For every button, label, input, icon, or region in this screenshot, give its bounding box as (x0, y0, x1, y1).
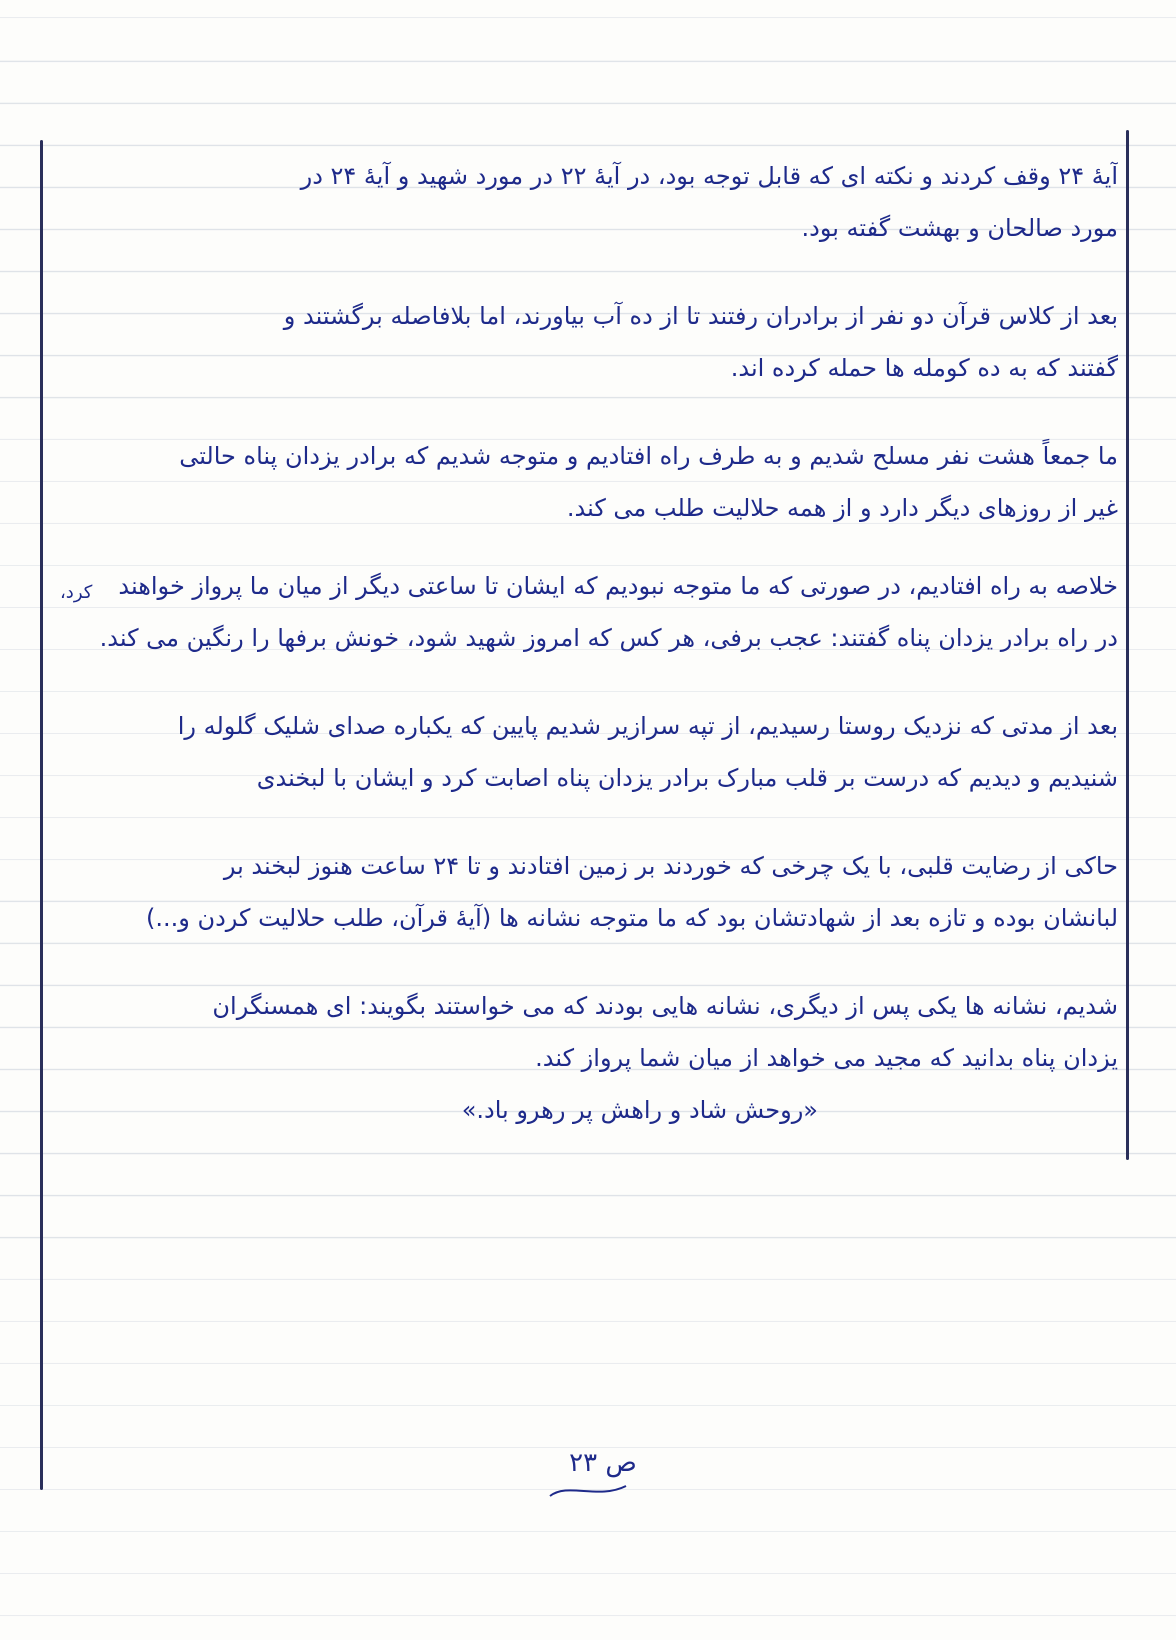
paragraph-6 (48, 840, 1118, 944)
paragraph-4 (48, 560, 1118, 664)
text-line: خلاصه به راه افتادیم، در صورتی که ما متوجه نبودیم که ایشان تا ساعتی دیگر از میان ما پرواز خواهند (118, 572, 1118, 600)
text-line: در راه برادر یزدان پناه گفتند: عجب برفی، هر کس که امروز شهید شود، خونش برفها را رنگین می کند. (99, 624, 1118, 652)
paragraph-2 (48, 290, 1118, 394)
left-margin-rule (40, 140, 43, 1490)
paragraph-5 (48, 700, 1118, 804)
text-line: گفتند که به ده کومله ها حمله کرده اند. (730, 354, 1118, 382)
paragraph-3 (48, 430, 1118, 534)
page-number-underline-swash (548, 1478, 628, 1502)
text-line: بعد از کلاس قرآن دو نفر از برادران رفتند تا از ده آب بیاورند، اما بلافاصله برگشتند و (283, 302, 1118, 330)
paragraph-1 (48, 150, 1118, 254)
paragraph-7 (48, 980, 1118, 1136)
text-line: یزدان پناه بدانید که مجید می خواهد از میان شما پرواز کند. (535, 1044, 1118, 1072)
margin-note: کرد، (60, 582, 93, 603)
closing-line: «روحش شاد و راهش پر رهرو باد.» (461, 1096, 818, 1124)
handwritten-text-body (48, 150, 1118, 1136)
page-number: ص ۲۳ (569, 1448, 637, 1478)
text-line: حاکی از رضایت قلبی، با یک چرخی که خوردند بر زمین افتادند و تا ۲۴ ساعت هنوز لبخند بر (223, 852, 1118, 880)
text-line: غیر از روزهای دیگر دارد و از همه حلالیت طلب می کند. (566, 494, 1118, 522)
text-line: شنیدیم و دیدیم که درست بر قلب مبارک برادر یزدان پناه اصابت کرد و ایشان با لبخندی (256, 764, 1118, 792)
text-line: مورد صالحان و بهشت گفته بود. (801, 214, 1118, 242)
text-line: آیهٔ ۲۴ وقف کردند و نکته ای که قابل توجه بود، در آیهٔ ۲۲ در مورد شهید و آیهٔ ۲۴ در (300, 162, 1118, 190)
text-line: ما جمعاً هشت نفر مسلح شدیم و به طرف راه افتادیم و متوجه شدیم که برادر یزدان پناه حالتی (179, 442, 1118, 470)
text-line: بعد از مدتی که نزدیک روستا رسیدیم، از تپه سرازیر شدیم پایین که یکباره صدای شلیک گلوله را (177, 712, 1118, 740)
text-line: لبانشان بوده و تازه بعد از شهادتشان بود که ما متوجه نشانه ها (آیهٔ قرآن، طلب حلالیت کردن و...) (146, 904, 1118, 932)
right-margin-rule (1126, 130, 1129, 1160)
text-line: شدیم، نشانه ها یکی پس از دیگری، نشانه هایی بودند که می خواستند بگویند: ای همسنگران (212, 992, 1118, 1020)
